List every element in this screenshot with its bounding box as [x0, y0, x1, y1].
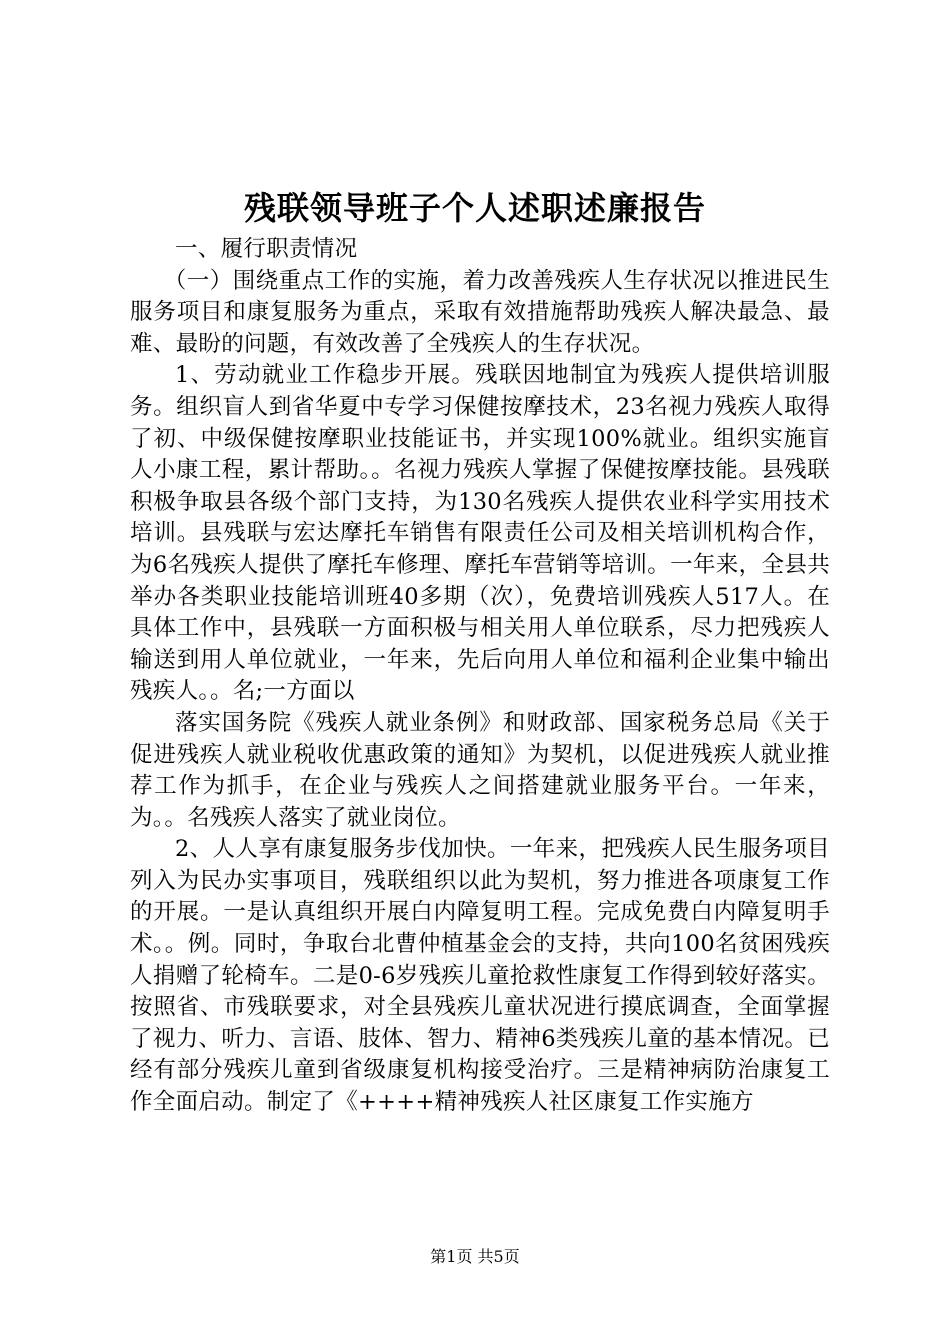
subsection-paragraph: （一）围绕重点工作的实施，着力改善残疾人生存状况以推进民生服务项目和康复服务为重点，采取有效措施帮助残疾人解决最急、最难、最盼的问题，有效改善了全残疾人的生存状况。 — [130, 267, 830, 357]
document-body — [130, 234, 830, 1119]
section-heading: 一、履行职责情况 — [175, 236, 358, 262]
body-paragraph: 落实国务院《残疾人就业条例》和财政部、国家税务总局《关于促进残疾人就业税收优惠政策的通知》为契机，以促进残疾人就业推荐工作为抓手，在企业与残疾人之间搭建就业服务平台。一年来，为。。名残疾人落实了就业岗位。 — [130, 709, 830, 831]
body-paragraph: 1、劳动就业工作稳步开展。残联因地制宜为残疾人提供培训服务。组织盲人到省华夏中专学习保健按摩技术，23名视力残疾人取得了初、中级保健按摩职业技能证书，并实现100%就业。组织实施盲人小康工程，累计帮助。。名视力残疾人掌握了保健按摩技能。县残联积极争取县各级个部门支持，为130名残疾人提供农业科学实用技术培训。县残联与宏达摩托车销售有限责任公司及相关培训机构合作，为6名残疾人提供了摩托车修理、摩托车营销等培训。一年来，全县共举办各类职业技能培训班40多期（次），免费培训残疾人517人。在具体工作中，县残联一方面积极与相关用人单位联系，尽力把残疾人输送到用人单位就业，一年来，先后向用人单位和福利企业集中输出残疾人。。名;一方面以 — [130, 362, 830, 705]
body-paragraph: 2、人人享有康复服务步伐加快。一年来，把残疾人民生服务项目列入为民办实事项目，残联组织以此为契机，努力推进各项康复工作的开展。一是认真组织开展白内障复明工程。完成免费白内障复明手术。。例。同时，争取台北曹仲植基金会的支持，共向100名贫困残疾人捐赠了轮椅车。二是0-6岁残疾儿童抢救性康复工作得到较好落实。按照省、市残联要求，对全县残疾儿童状况进行摸底调查，全面掌握了视力、听力、言语、肢体、智力、精神6类残疾儿童的基本情况。已经有部分残疾儿童到省级康复机构接受治疗。三是精神病防治康复工作全面启动。制定了《++++精神残疾人社区康复工作实施方 — [130, 836, 830, 1116]
document-title: 残联领导班子个人述职述廉报告 — [243, 189, 706, 227]
page-footer: 第1页 共5页 — [430, 1247, 520, 1266]
